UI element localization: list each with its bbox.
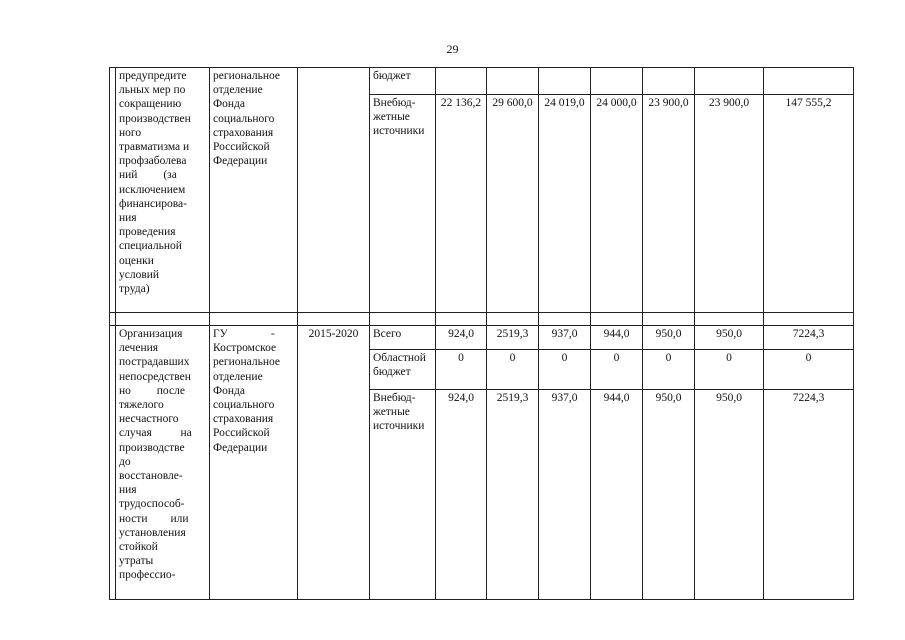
text-line: бюджет (373, 366, 411, 379)
measure-name-cell (116, 68, 210, 313)
text-line: пострадавших (119, 356, 190, 369)
value-cell (695, 68, 764, 95)
value-cell: 2519,3 (487, 390, 539, 600)
value-cell: 24 019,0 (539, 95, 591, 313)
value-cell (487, 68, 539, 95)
source-cell (370, 390, 436, 600)
text-line: ния (119, 484, 137, 497)
text-line: сокращению (119, 98, 182, 111)
value-cell: 950,0 (695, 326, 764, 350)
source-cell (370, 350, 436, 390)
text-line: случая на (119, 427, 192, 440)
value-cell: 950,0 (643, 326, 695, 350)
value-cell: 950,0 (695, 390, 764, 600)
text-line: региональное (213, 70, 280, 82)
text-line: Организация (119, 328, 183, 340)
text-line: Фонда (213, 384, 245, 397)
value-cell: 924,0 (436, 326, 487, 350)
value-cell: 2519,3 (487, 326, 539, 350)
text-line: проведения (119, 226, 176, 239)
text-line: региональное (213, 356, 280, 369)
text-line: ГУ - (213, 328, 275, 340)
value-cell: 29 600,0 (487, 95, 539, 313)
text-line: труда) (119, 283, 150, 296)
text-line: восстановле- (119, 470, 183, 483)
table-row (110, 68, 854, 95)
value-cell: 147 555,2 (764, 95, 854, 313)
source-text (373, 351, 432, 379)
text-line: Федерации (213, 441, 268, 454)
text-line: производствен (119, 112, 191, 125)
text-line: предупредите (119, 70, 187, 82)
text-line: Российской (213, 141, 270, 154)
funding-table (109, 67, 854, 600)
source-text (373, 96, 432, 139)
value-cell (436, 68, 487, 95)
value-cell: 7224,3 (764, 390, 854, 600)
text-line: жетные (373, 111, 410, 124)
measure-name-cell (116, 326, 210, 600)
text-line: профессио- (119, 569, 176, 582)
value-cell: 7224,3 (764, 326, 854, 350)
value-cell: 0 (539, 350, 591, 390)
value-cell: 0 (436, 350, 487, 390)
text-line: утраты (119, 555, 154, 568)
value-cell: 24 000,0 (591, 95, 643, 313)
text-line: ний (за (119, 169, 177, 182)
table-row (110, 326, 854, 350)
measure-name-text (119, 327, 206, 583)
value-cell: 944,0 (591, 390, 643, 600)
text-line: социального (213, 399, 275, 412)
text-line: отделение (213, 370, 263, 383)
executor-cell (210, 68, 298, 313)
source-text (373, 391, 432, 434)
text-line: травматизма и (119, 141, 190, 154)
executor-text (213, 327, 294, 455)
text-line: ного (119, 126, 142, 139)
source-cell: Всего (370, 326, 436, 350)
value-cell (764, 68, 854, 95)
text-line: профзаболева (119, 155, 187, 168)
text-line: оценки (119, 254, 154, 267)
value-cell (643, 68, 695, 95)
value-cell: 0 (695, 350, 764, 390)
text-line: до (119, 455, 131, 468)
text-line: финансирова- (119, 197, 187, 210)
text-line: исключением (119, 183, 186, 196)
value-cell: 0 (764, 350, 854, 390)
text-line: стойкой (119, 541, 158, 554)
value-cell: 0 (643, 350, 695, 390)
period-cell (298, 68, 370, 313)
value-cell: 944,0 (591, 326, 643, 350)
text-line: страхования (213, 413, 274, 426)
text-line: ности или (119, 512, 189, 525)
text-line: лечения (119, 342, 159, 355)
text-line: ния (119, 212, 137, 225)
measure-name-text (119, 69, 206, 296)
source-cell: бюджет (370, 68, 436, 95)
text-line: социального (213, 112, 275, 125)
text-line: условий (119, 268, 160, 281)
text-line: Внебюд- (373, 97, 416, 109)
text-line: льных мер по (119, 84, 186, 97)
value-cell (539, 68, 591, 95)
value-cell: 924,0 (436, 390, 487, 600)
value-cell: 23 900,0 (695, 95, 764, 313)
value-cell (591, 68, 643, 95)
source-cell (370, 95, 436, 313)
value-cell: 22 136,2 (436, 95, 487, 313)
text-line: Российской (213, 427, 270, 440)
period-cell: 2015-2020 (298, 326, 370, 600)
value-cell: 937,0 (539, 326, 591, 350)
page-number: 29 (446, 42, 459, 56)
value-cell: 23 900,0 (643, 95, 695, 313)
text-line: несчастного (119, 413, 179, 426)
text-line: установления (119, 526, 186, 539)
text-line: непосредствен (119, 370, 191, 383)
row-spacer (110, 313, 854, 326)
value-cell: 0 (591, 350, 643, 390)
text-line: Федерации (213, 155, 268, 168)
text-line: трудоспособ- (119, 498, 185, 511)
executor-cell (210, 326, 298, 600)
text-line: Областной (373, 352, 426, 364)
text-line: источники (373, 125, 425, 138)
text-line: источники (373, 420, 425, 433)
text-line: страхования (213, 126, 274, 139)
value-cell: 937,0 (539, 390, 591, 600)
executor-text (213, 69, 294, 168)
text-line: отделение (213, 84, 263, 97)
text-line: Костромское (213, 342, 277, 355)
text-line: Фонда (213, 98, 245, 111)
text-line: производстве (119, 441, 185, 454)
text-line: но после (119, 384, 185, 397)
value-cell: 0 (487, 350, 539, 390)
value-cell: 950,0 (643, 390, 695, 600)
text-line: Внебюд- (373, 392, 416, 404)
text-line: специальной (119, 240, 182, 253)
text-line: жетные (373, 406, 410, 419)
text-line: тяжелого (119, 399, 164, 412)
